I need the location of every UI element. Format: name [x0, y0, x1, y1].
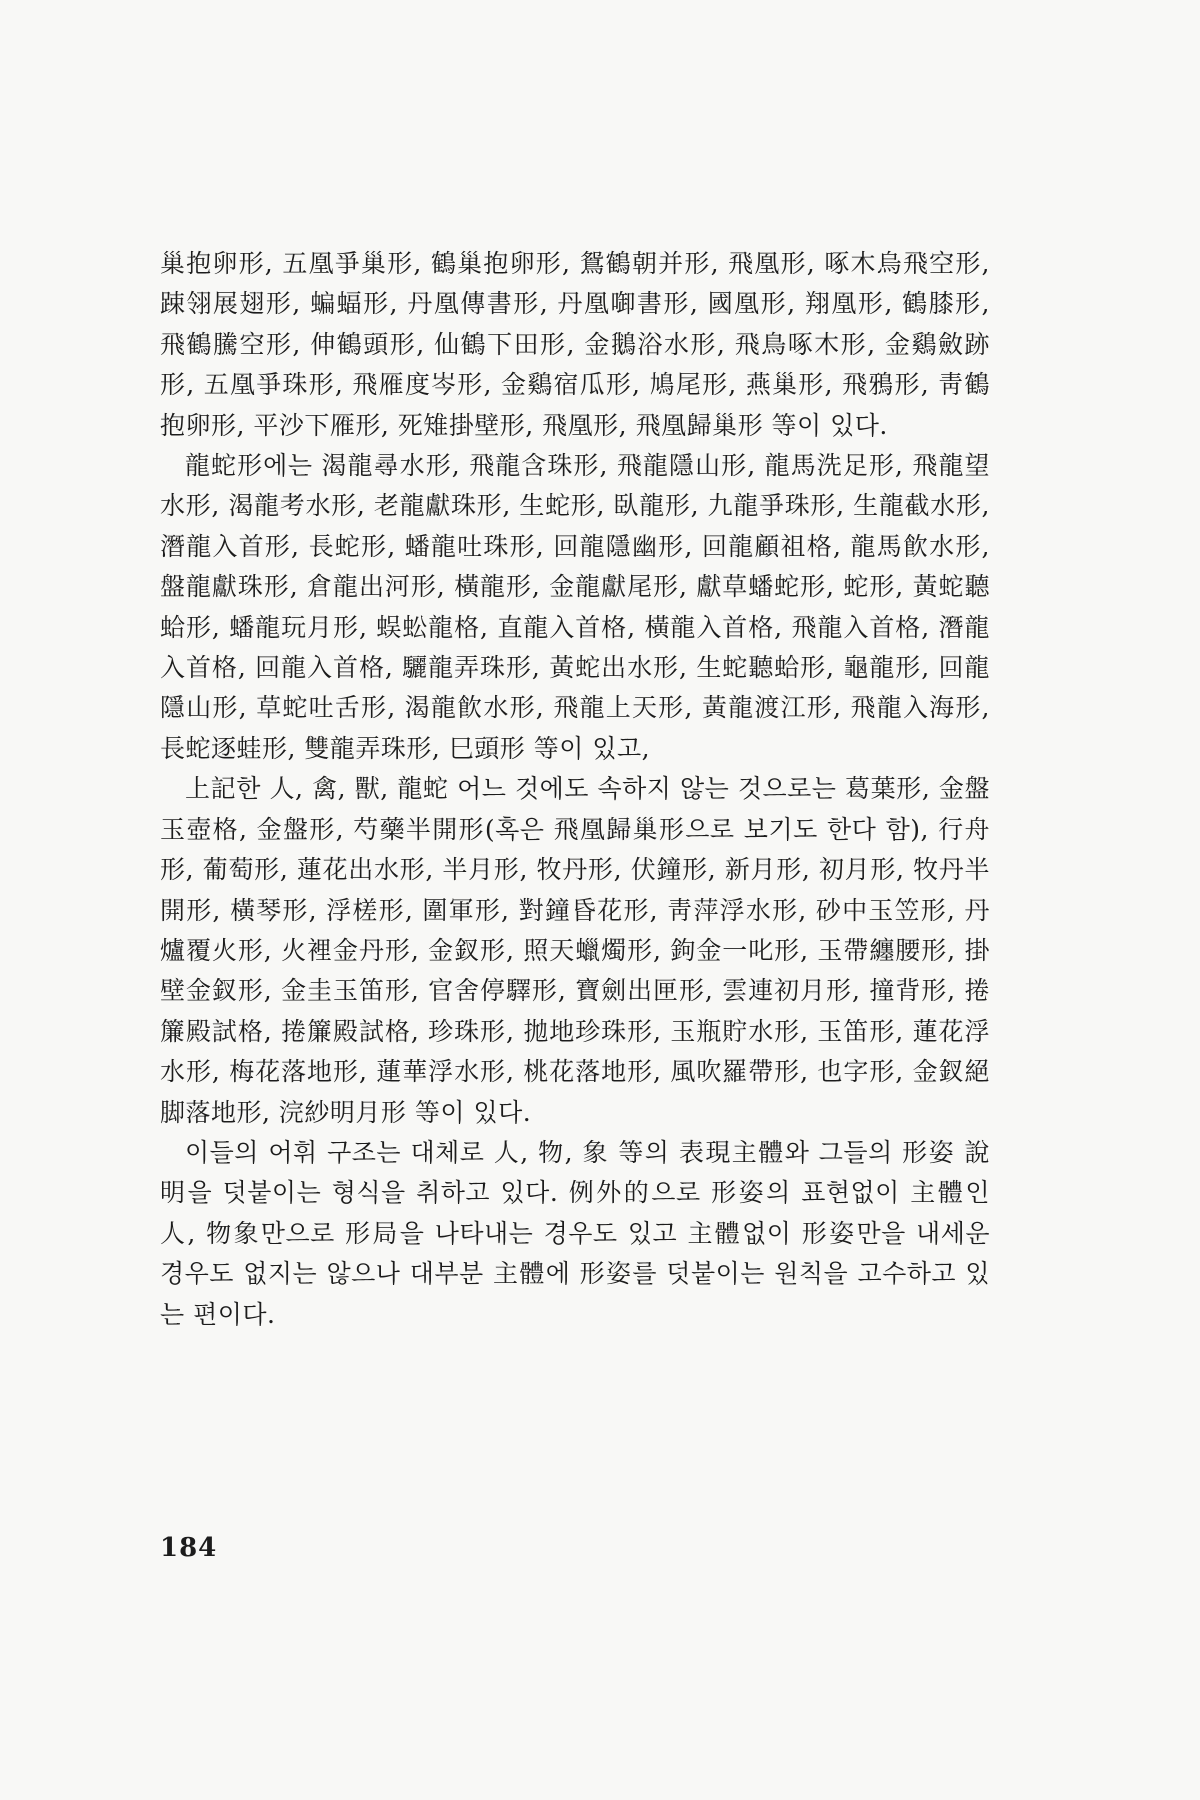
- body-text: [160, 244, 990, 1335]
- paragraph-dragon-snake-forms: 龍蛇形에는 渴龍尋水形, 飛龍含珠形, 飛龍隱山形, 龍馬洗足形, 飛龍望水形, 渴龍考水形, 老龍獻珠形, 生蛇形, 臥龍形, 九龍爭珠形, 生龍截水形, 潛龍入首形, 長蛇形, 蟠龍吐珠形, 回龍隱幽形, 回龍顧祖格, 龍馬飮水形, 盤龍獻珠形, 倉龍出河形, 橫龍形, 金龍獻尾形, 獻草蟠蛇形, 蛇形, 黃蛇聽蛤形, 蟠龍玩月形, 蜈蚣龍格, 直龍入首格, 橫龍入首格, 飛龍入首格, 潛龍入首格, 回龍入首格, 驪龍弄珠形, 黃蛇出水形, 生蛇聽蛤形, 龜龍形, 回龍隱山形, 草蛇吐舌形, 渴龍飮水形, 飛龍上天形, 黃龍渡江形, 飛龍入海形, 長蛇逐蛙形, 雙龍弄珠形, 巳頭形 等이 있고,: [160, 451, 990, 763]
- paragraph-other-forms: 上記한 人, 禽, 獸, 龍蛇 어느 것에도 속하지 않는 것으로는 葛葉形, 金盤玉壺格, 金盤形, 芍藥半開形(혹은 飛凰歸巢形으로 보기도 한다 함), 行舟形, 葡萄形, 蓮花出水形, 半月形, 牧丹形, 伏鐘形, 新月形, 初月形, 牧丹半開形, 橫琴形, 浮槎形, 圍軍形, 對鐘昏花形, 靑萍浮水形, 砂中玉笠形, 丹爐覆火形, 火裡金丹形, 金釵形, 照天蠟燭形, 鉤金一叱形, 玉帶纏腰形, 掛壁金釵形, 金圭玉笛形, 官舍停驛形, 寶劍出匣形, 雲連初月形, 撞背形, 捲簾殿試格, 捲簾殿試格, 珍珠形, 拋地珍珠形, 玉瓶貯水形, 玉笛形, 蓮花浮水形, 梅花落地形, 蓮華浮水形, 桃花落地形, 風吹羅帶形, 也字形, 金釵絕脚落地形, 浣紗明月形 等이 있다.: [160, 774, 990, 1127]
- paragraph-bird-forms: 巢抱卵形, 五凰爭巢形, 鶴巢抱卵形, 鴛鶴朝并形, 飛凰形, 啄木烏飛空形, 踈翎展翅形, 蝙蝠形, 丹凰傳書形, 丹凰啣書形, 國凰形, 翔凰形, 鶴膝形, 飛鶴騰空形, 伸鶴頭形, 仙鶴下田形, 金鵝浴水形, 飛鳥啄木形, 金鷄斂跡形, 五凰爭珠形, 飛雁度岑形, 金鷄宿瓜形, 鳩尾形, 燕巢形, 飛鴉形, 靑鶴抱卵形, 平沙下雁形, 死雉掛壁形, 飛凰形, 飛凰歸巢形 等이 있다.: [160, 249, 990, 440]
- paragraph-vocabulary-structure: 이들의 어휘 구조는 대체로 人, 物, 象 等의 表現主體와 그들의 形姿 說明을 덧붙이는 형식을 취하고 있다. 例外的으로 形姿의 표현없이 主體인 人, 物象만으로 形局을 나타내는 경우도 있고 主體없이 形姿만을 내세운 경우도 없지는 않으나 대부분 主體에 形姿를 덧붙이는 원칙을 고수하고 있는 편이다.: [160, 1137, 990, 1329]
- page-number: 184: [160, 1533, 218, 1563]
